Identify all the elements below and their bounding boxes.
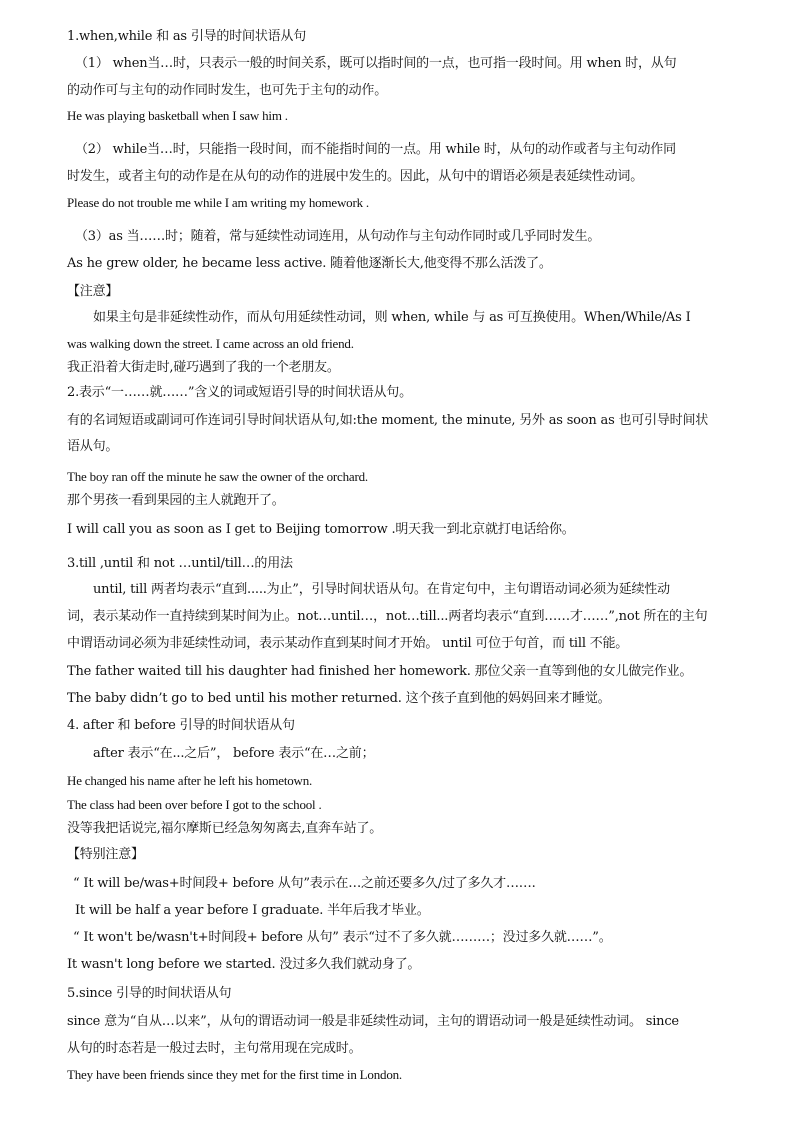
special-note-heading: 【特别注意】: [67, 847, 144, 862]
section-heading: 4. after 和 before 引导的时间状语从句: [67, 718, 295, 733]
translation-line: 那个男孩一看到果园的主人就跑开了。: [67, 493, 285, 508]
section-heading: 2.表示“一……就……”含义的词或短语引导的时间状语从句。: [67, 385, 412, 400]
note-heading: 【注意】: [67, 284, 119, 299]
paragraph-line: until, till 两者均表示“直到.....为止”，引导时间状语从句。在肯定句中，主句谓语动词必须为延续性动: [93, 582, 670, 597]
example-sentence: The father waited till his daughter had finished her homework. 那位父亲一直等到他的女儿做完作业。: [67, 664, 693, 679]
paragraph-line: “ It won't be/wasn't+时间段+ before 从句” 表示“过不了多久就………；没过多久就……”。: [73, 930, 612, 945]
section-heading: 3.till ,until 和 not …until/till…的用法: [67, 556, 293, 571]
paragraph-line: （2） while当…时，只能指一段时间，而不能指时间的一点。用 while 时，从句的动作或者与主句动作同: [75, 142, 676, 157]
paragraph-line: 中谓语动词必须为非延续性动词，表示某动作直到某时间才开始。 until 可位于句首，而 till 不能。: [67, 636, 629, 651]
example-sentence: He changed his name after he left his hometown.: [67, 773, 313, 788]
translation-line: 我正沿着大街走时,碰巧遇到了我的一个老朋友。: [67, 360, 340, 375]
paragraph-line: 如果主句是非延续性动作，而从句用延续性动词，则 when, while 与 as 可互换使用。When/While/As I: [93, 310, 691, 325]
paragraph-line: 有的名词短语或副词可作连词引导时间状语从句,如:the moment, the minute, 另外 as soon as 也可引导时间状: [67, 413, 709, 428]
example-sentence: They have been friends since they met for the first time in London.: [67, 1067, 402, 1082]
heading-when-while-as: 1.when,while 和 as 引导的时间状语从句: [67, 29, 307, 44]
example-sentence: I will call you as soon as I get to Beijing tomorrow .明天我一到北京就打电话给你。: [67, 522, 575, 537]
paragraph-line: 语从句。: [67, 439, 119, 454]
translation-line: 没等我把话说完,福尔摩斯已经急匆匆离去,直奔车站了。: [67, 821, 383, 836]
example-sentence: Please do not trouble me while I am writing my homework .: [67, 195, 369, 210]
paragraph-line: “ It will be/was+时间段+ before 从句”表示在…之前还要多久/过了多久才…….: [73, 876, 536, 891]
paragraph-line: 时发生，或者主句的动作是在从句的动作的进展中发生的。因此，从句中的谓语必须是表延续性动词。: [67, 169, 644, 184]
example-sentence: He was playing basketball when I saw him .: [67, 108, 288, 123]
example-sentence: The class had been over before I got to the school .: [67, 797, 322, 812]
example-sentence: was walking down the street. I came across an old friend.: [67, 336, 354, 351]
paragraph-line: （1） when当…时，只表示一般的时间关系，既可以指时间的一点，也可指一段时间。用 when 时，从句: [75, 56, 677, 71]
section-heading: 5.since 引导的时间状语从句: [67, 986, 232, 1001]
example-sentence: It will be half a year before I graduate. 半年后我才毕业。: [75, 903, 430, 918]
paragraph-line: 词，表示某动作一直持续到某时间为止。not…until…，not…till...两者均表示“直到……才……”,not 所在的主句: [67, 609, 708, 624]
example-sentence: The boy ran off the minute he saw the owner of the orchard.: [67, 469, 368, 484]
paragraph-line: after 表示“在...之后”， before 表示“在…之前；: [93, 746, 375, 761]
paragraph-line: （3）as 当……时；随着，常与延续性动词连用，从句动作与主句动作同时或几乎同时发生。: [75, 229, 601, 244]
example-sentence: The baby didn’t go to bed until his mother returned. 这个孩子直到他的妈妈回来才睡觉。: [67, 691, 611, 706]
example-sentence: As he grew older, he became less active. 随着他逐渐长大,他变得不那么活泼了。: [67, 256, 552, 271]
paragraph-line: 的动作可与主句的动作同时发生，也可先于主句的动作。: [67, 83, 388, 98]
example-sentence: It wasn't long before we started. 没过多久我们就动身了。: [67, 957, 421, 972]
paragraph-line: since 意为“自从…以来”，从句的谓语动词一般是非延续性动词，主句的谓语动词一般是延续性动词。 since: [67, 1014, 679, 1029]
paragraph-line: 从句的时态若是一般过去时，主句常用现在完成时。: [67, 1041, 362, 1056]
